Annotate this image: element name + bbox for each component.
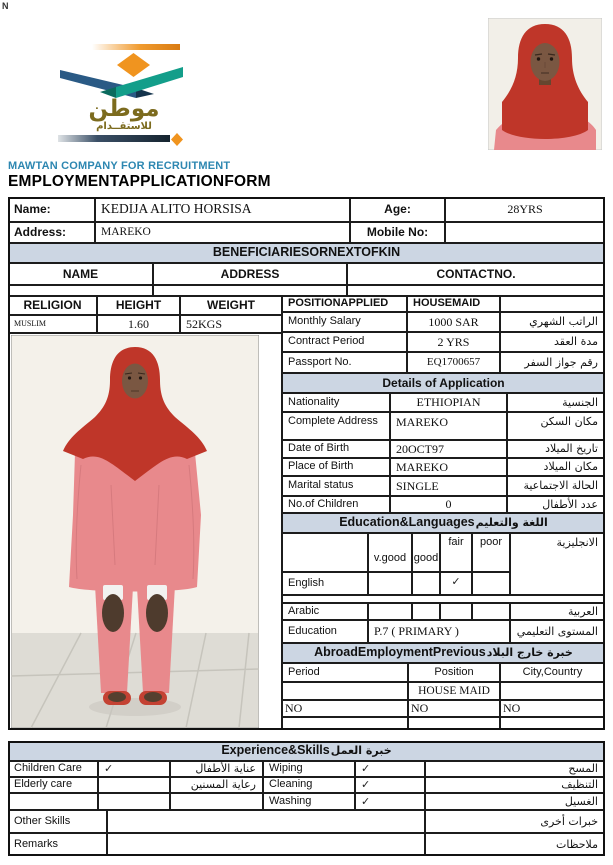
position-applied-empty bbox=[500, 296, 605, 312]
abroad-city-empty bbox=[500, 682, 605, 700]
english-poor-cell bbox=[472, 572, 510, 595]
nationality-arabic: الجنسية bbox=[507, 393, 605, 412]
remarks-arabic: ملاحظات bbox=[425, 833, 605, 856]
skill-children-care-label: Children Care bbox=[8, 761, 98, 777]
abroad-header bbox=[282, 643, 605, 663]
salary-label: Monthly Salary bbox=[282, 312, 407, 332]
pob-label: Place of Birth bbox=[282, 458, 390, 476]
abroad-position-value: HOUSE MAID bbox=[408, 682, 500, 700]
abroad-header-en: AbroadEmploymentPrevious bbox=[314, 645, 486, 660]
dob-arabic: تاريخ الميلاد bbox=[507, 440, 605, 458]
height-value: 1.60 bbox=[97, 315, 180, 333]
abroad-no-2: NO bbox=[408, 700, 500, 717]
arabic-good-cell bbox=[412, 603, 440, 620]
applicant-photo-portrait bbox=[488, 18, 602, 150]
education-level-arabic: المستوى التعليمي bbox=[510, 620, 605, 643]
passport-arabic: رقم جواز السفر bbox=[500, 352, 605, 373]
complete-address-value: MAREKO bbox=[390, 412, 507, 440]
english-arabic: الانجليزية bbox=[510, 533, 605, 595]
skill-elderly-care-label: Elderly care bbox=[8, 777, 98, 793]
education-corner-empty bbox=[282, 533, 368, 572]
salary-arabic: الراتب الشهري bbox=[500, 312, 605, 332]
skill-children-care-arabic: عناية الأطفال bbox=[170, 761, 263, 777]
logo-diamond-icon bbox=[117, 53, 150, 77]
nationality-label: Nationality bbox=[282, 393, 390, 412]
skill-wiping-check: ✓ bbox=[355, 761, 425, 777]
contract-value: 2 YRS bbox=[407, 332, 500, 352]
skill-cleaning-check: ✓ bbox=[355, 777, 425, 793]
skill-empty-check bbox=[98, 793, 170, 810]
applicant-photo-full bbox=[11, 335, 259, 728]
skill-empty-label bbox=[8, 793, 98, 810]
beneficiary-address-empty bbox=[153, 285, 347, 296]
logo-arabic-name: موطن bbox=[88, 96, 160, 122]
skill-wiping-label: Wiping bbox=[263, 761, 355, 777]
skill-children-care-check: ✓ bbox=[98, 761, 170, 777]
skills-header-en: Experience&Skills bbox=[221, 743, 330, 758]
period-col: Period bbox=[282, 663, 408, 682]
level-poor: poor bbox=[472, 533, 510, 572]
abroad-empty-2 bbox=[408, 717, 500, 730]
children-label: No.of Children bbox=[282, 496, 390, 513]
nationality-value: ETHIOPIAN bbox=[390, 393, 507, 412]
height-label: HEIGHT bbox=[97, 296, 180, 315]
arabic-label: Arabic bbox=[282, 603, 368, 620]
skills-header bbox=[8, 741, 605, 761]
skill-washing-label: Washing bbox=[263, 793, 355, 810]
skill-elderly-care-check bbox=[98, 777, 170, 793]
skill-empty-arabic bbox=[170, 793, 263, 810]
address-value: MAREKO bbox=[95, 222, 350, 243]
position-applied-value: HOUSEMAID bbox=[407, 296, 500, 312]
beneficiary-contact-col: CONTACTNO. bbox=[347, 263, 605, 285]
abroad-empty-3 bbox=[500, 717, 605, 730]
skill-cleaning-label: Cleaning bbox=[263, 777, 355, 793]
abroad-no-3: NO bbox=[500, 700, 605, 717]
level-fair: fair bbox=[440, 533, 472, 572]
marital-value: SINGLE bbox=[390, 476, 507, 496]
beneficiary-address-col: ADDRESS bbox=[153, 263, 347, 285]
beneficiary-contact-empty bbox=[347, 285, 605, 296]
logo-top-bar bbox=[92, 44, 180, 50]
abroad-period-empty bbox=[282, 682, 408, 700]
english-good-cell bbox=[412, 572, 440, 595]
other-skills-value bbox=[107, 810, 425, 833]
marital-label: Marital status bbox=[282, 476, 390, 496]
age-value: 28YRS bbox=[445, 197, 605, 222]
passport-value: EQ1700657 bbox=[407, 352, 500, 373]
english-label: English bbox=[282, 572, 368, 595]
weight-label: WEIGHT bbox=[180, 296, 282, 315]
salary-value: 1000 SAR bbox=[407, 312, 500, 332]
level-vgood: v.good bbox=[368, 533, 412, 572]
arabic-fair-cell bbox=[440, 603, 472, 620]
city-col: City,Country bbox=[500, 663, 605, 682]
pob-value: MAREKO bbox=[390, 458, 507, 476]
form-title: EMPLOYMENTAPPLICATIONFORM bbox=[8, 173, 271, 190]
religion-label: RELIGION bbox=[8, 296, 97, 315]
weight-value: 52KGS bbox=[180, 315, 282, 333]
abroad-no-1: NO bbox=[282, 700, 408, 717]
abroad-header-ar: خبرة خارج البلاد bbox=[486, 646, 573, 660]
education-header-ar: اللغة والتعليم bbox=[475, 516, 548, 530]
complete-address-arabic: مكان السكن bbox=[507, 412, 605, 440]
dob-value: 20OCT97 bbox=[390, 440, 507, 458]
mobile-value bbox=[445, 222, 605, 243]
marital-arabic: الحالة الاجتماعية bbox=[507, 476, 605, 496]
remarks-value bbox=[107, 833, 425, 856]
skill-washing-check: ✓ bbox=[355, 793, 425, 810]
english-fair-check: ✓ bbox=[440, 572, 472, 595]
education-header-en: Education&Languages bbox=[339, 515, 475, 530]
contract-label: Contract Period bbox=[282, 332, 407, 352]
education-level-label: Education bbox=[282, 620, 368, 643]
education-header bbox=[282, 513, 605, 533]
contract-arabic: مدة العقد bbox=[500, 332, 605, 352]
skill-washing-arabic: الغسيل bbox=[425, 793, 605, 810]
mobile-label: Mobile No: bbox=[350, 222, 445, 243]
name-label: Name: bbox=[8, 197, 95, 222]
english-vgood-cell bbox=[368, 572, 412, 595]
age-label: Age: bbox=[350, 197, 445, 222]
logo-small-diamond-icon bbox=[171, 133, 183, 146]
name-value: KEDIJA ALITO HORSISA bbox=[95, 197, 350, 222]
skill-elderly-care-arabic: رعاية المسنين bbox=[170, 777, 263, 793]
skill-wiping-arabic: المسح bbox=[425, 761, 605, 777]
other-skills-label: Other Skills bbox=[8, 810, 107, 833]
remarks-label: Remarks bbox=[8, 833, 107, 856]
corner-mark: N bbox=[2, 1, 9, 11]
arabic-arabic: العربية bbox=[510, 603, 605, 620]
other-skills-arabic: خبرات أخرى bbox=[425, 810, 605, 833]
children-arabic: عدد الأطفال bbox=[507, 496, 605, 513]
arabic-poor-cell bbox=[472, 603, 510, 620]
education-gap-row bbox=[282, 595, 605, 603]
level-good: good bbox=[412, 533, 440, 572]
beneficiary-name-empty bbox=[8, 285, 153, 296]
position-applied-label: POSITIONAPPLIED bbox=[282, 296, 407, 312]
position-col: Position bbox=[408, 663, 500, 682]
company-name-line: MAWTAN COMPANY FOR RECRUITMENT bbox=[8, 160, 231, 172]
complete-address-label: Complete Address bbox=[282, 412, 390, 440]
skill-cleaning-arabic: التنظيف bbox=[425, 777, 605, 793]
arabic-vgood-cell bbox=[368, 603, 412, 620]
beneficiaries-header: BENEFICIARIESORNEXTOFKIN bbox=[8, 243, 605, 263]
address-label: Address: bbox=[8, 222, 95, 243]
beneficiary-name-col: NAME bbox=[8, 263, 153, 285]
company-logo bbox=[52, 40, 222, 152]
pob-arabic: مكان الميلاد bbox=[507, 458, 605, 476]
children-value: 0 bbox=[390, 496, 507, 513]
logo-bottom-bar bbox=[58, 135, 170, 142]
skills-header-ar: خبرة العمل bbox=[330, 744, 392, 758]
education-level-value: P.7 ( PRIMARY ) bbox=[368, 620, 510, 643]
abroad-empty-1 bbox=[282, 717, 408, 730]
details-header: Details of Application bbox=[282, 373, 605, 393]
dob-label: Date of Birth bbox=[282, 440, 390, 458]
religion-value: MUSLIM bbox=[8, 315, 97, 333]
passport-label: Passport No. bbox=[282, 352, 407, 373]
logo-arabic-subtitle: للاستقــدام bbox=[96, 121, 152, 132]
